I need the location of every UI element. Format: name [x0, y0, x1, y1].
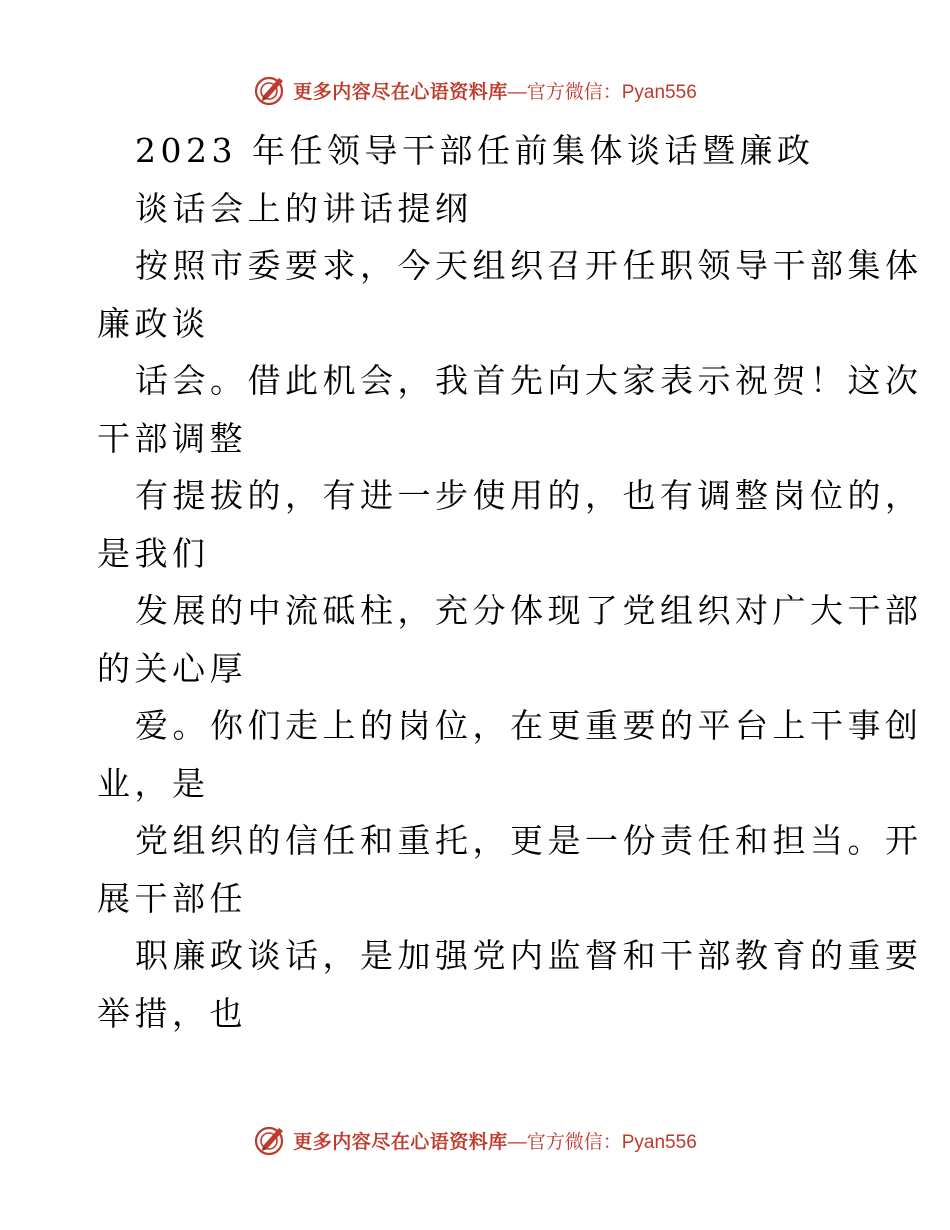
footer-wechat-text: —官方微信：Pyan556 [507, 1131, 697, 1153]
header-banner [0, 70, 950, 110]
body-line: 党组织的信任和重托，更是一份责任和担当。开 [135, 821, 923, 860]
body-line: 的关心厚 [97, 648, 247, 688]
library-logo-icon [253, 72, 289, 108]
body-line: 按照市委要求，今天组织召开任职领导干部集体 [135, 246, 923, 285]
body-line: 廉政谈 [97, 303, 210, 343]
footer-banner [0, 1120, 950, 1160]
body-line: 是我们 [97, 533, 210, 573]
body-line: 展干部任 [97, 878, 247, 918]
header-wechat-text: —官方微信：Pyan556 [507, 81, 697, 103]
body-line: 有提拔的，有进一步使用的，也有调整岗位的， [135, 476, 923, 515]
document-body [97, 122, 923, 1042]
body-line: 职廉政谈话，是加强党内监督和干部教育的重要 [135, 936, 923, 975]
body-line: 干部调整 [97, 418, 247, 458]
body-line: 谈话会上的讲话提纲 [135, 188, 473, 228]
footer-promo-text: 更多内容尽在心语资料库 [293, 1130, 508, 1153]
body-line: 话会。借此机会，我首先向大家表示祝贺！这次 [135, 361, 923, 400]
header-promo-text: 更多内容尽在心语资料库 [293, 80, 508, 103]
body-line: 举措，也 [97, 993, 247, 1033]
body-line: 发展的中流砥柱，充分体现了党组织对广大干部 [135, 591, 923, 630]
library-logo-icon [253, 1122, 289, 1158]
body-line: 业，是 [97, 763, 210, 803]
body-line: 2023 年任领导干部任前集体谈话暨廉政 [135, 131, 815, 170]
body-line: 爱。你们走上的岗位，在更重要的平台上干事创 [135, 706, 923, 745]
